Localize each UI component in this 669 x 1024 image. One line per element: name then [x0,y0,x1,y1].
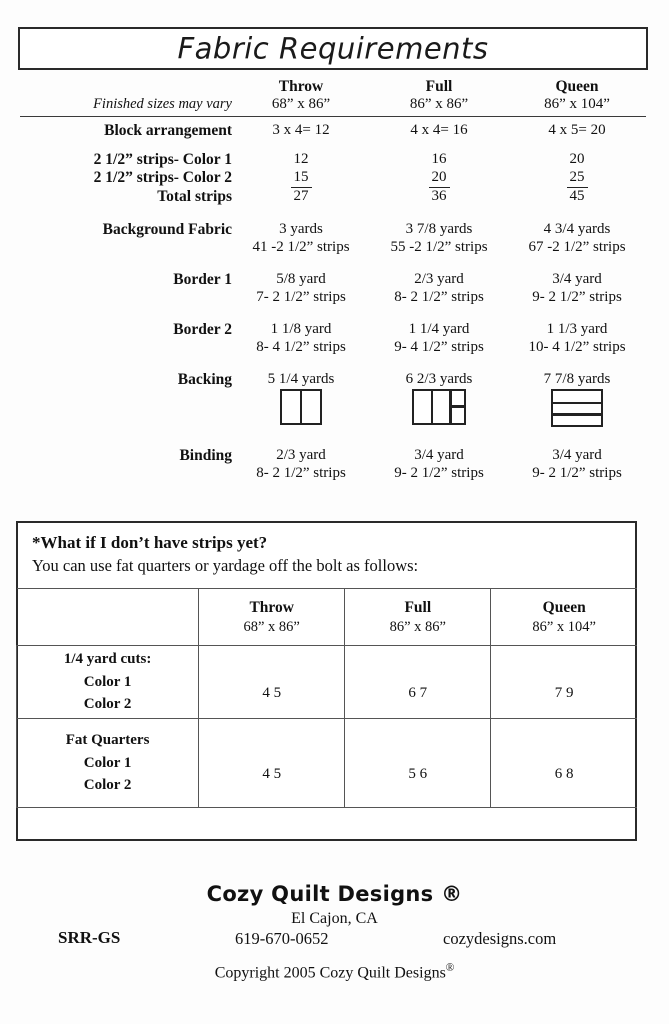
title-box [18,27,648,70]
spacer [20,206,646,221]
fat-quarters-full: 5 6 [345,719,491,808]
row-label-block-arrangement: Block arrangement [104,122,232,139]
strips-color2-full [370,169,508,188]
strips-substitution-box [16,521,637,841]
registered-mark-icon: ® [445,962,455,974]
sub-column-header-full: Full 86” x 86” [345,589,491,646]
column-header-queen: Queen [555,78,599,95]
total-strips-queen: 45 [569,187,585,204]
page-title: Fabric Requirements [177,30,489,65]
row-label-border1: Border 1 [173,270,232,288]
company-city: El Cajon, CA [291,910,378,927]
quarter-yard-queen: 7 9 [491,646,637,719]
company-brand: Cozy Quilt Designs ® [206,882,463,906]
backing-diagram-queen-icon [551,389,603,427]
table-header-row [20,78,646,96]
binding-strips-full: 9- 2 1/2” strips [394,464,484,481]
column-header-full: Full [425,78,453,95]
block-arrangement-full: 4 x 4= 16 [410,122,468,138]
backing-full: 6 2/3 yards [405,370,473,387]
binding-strips-queen: 9- 2 1/2” strips [532,464,622,481]
background-fabric-strips-full: 55 -2 1/2” strips [390,238,488,255]
strips-color2-throw [232,169,370,188]
table-row [20,371,646,389]
fat-quarters-queen: 6 8 [491,719,637,808]
copyright-notice: Copyright 2005 Cozy Quilt Designs® [214,962,455,982]
sub-column-header-throw: Throw 68” x 86” [199,589,345,646]
table-subrow [20,289,646,306]
border2-strips-full: 9- 4 1/2” strips [394,338,484,355]
substitution-table [16,588,637,808]
strips-color1-full: 16 [431,151,447,167]
row-label-strips-color2: 2 1/2” strips- Color 2 [93,169,232,186]
strips-color1-queen: 20 [569,151,585,167]
fabric-requirements-table [20,78,646,482]
table-row [20,122,646,140]
background-fabric-strips-queen: 67 -2 1/2” strips [528,238,626,255]
table-row [17,646,638,719]
sub-column-header-queen: Queen 86” x 104” [491,589,637,646]
spacer [20,356,646,371]
table-subrow [20,239,646,256]
table-row [20,151,646,169]
underlined-value: 20 [429,170,450,188]
table-header-dims-row [20,96,646,113]
underlined-value: 25 [567,170,588,188]
column-dim-throw: 68” x 86” [271,96,331,112]
strips-question: *What if I don’t have strips yet? [32,533,268,552]
quarter-yard-full: 6 7 [345,646,491,719]
pattern-code: SRR-GS [58,928,121,947]
background-fabric-strips-throw: 41 -2 1/2” strips [252,238,350,255]
strips-color1-throw: 12 [293,151,309,167]
row-label-background-fabric: Background Fabric [102,220,232,238]
row-label-total-strips: Total strips [157,187,232,205]
header-empty-cell [17,589,199,646]
backing-queen: 7 7/8 yards [543,370,611,387]
table-row [17,719,638,808]
column-dim-queen: 86” x 104” [544,96,610,112]
company-website: cozydesigns.com [443,929,557,948]
spacer [20,140,646,151]
border1-queen: 3/4 yard [552,270,602,287]
background-fabric-full: 3 7/8 yards [405,220,473,237]
section-quarter-yard-labels: 1/4 yard cuts: Color 1 Color 2 [17,646,199,719]
row-label-strips-color1: 2 1/2” strips- Color 1 [93,151,232,168]
table-row [20,188,646,206]
table-subrow [20,339,646,356]
border1-full: 2/3 yard [414,270,464,287]
border1-strips-full: 8- 2 1/2” strips [394,288,484,305]
spacer [20,306,646,321]
finished-sizes-note: Finished sizes may vary [93,96,232,112]
quarter-yard-throw: 4 5 [199,646,345,719]
row-label-binding: Binding [179,446,232,464]
table-row [20,321,646,339]
border2-strips-throw: 8- 4 1/2” strips [256,338,346,355]
backing-diagram-throw-icon [280,389,322,425]
border1-throw: 5/8 yard [276,270,326,287]
background-fabric-throw: 3 yards [279,220,323,237]
spacer [20,256,646,271]
total-strips-throw: 27 [293,187,309,204]
block-arrangement-throw: 3 x 4= 12 [272,122,330,138]
block-arrangement-queen: 4 x 5= 20 [548,122,606,138]
section-fat-quarters-labels: Fat Quarters Color 1 Color 2 [17,719,199,808]
table-subrow [20,465,646,482]
row-label-border2: Border 2 [173,320,232,338]
border2-queen: 1 1/3 yard [546,320,608,337]
row-label-backing: Backing [177,370,232,388]
border2-strips-queen: 10- 4 1/2” strips [528,338,626,355]
binding-full: 3/4 yard [414,446,464,463]
fat-quarters-throw: 4 5 [199,719,345,808]
binding-throw: 2/3 yard [276,446,326,463]
company-phone: 619-670-0652 [235,929,329,948]
backing-diagram-full-icon [412,389,466,425]
table-row [20,271,646,289]
spacer [20,432,646,447]
strips-answer: You can use fat quarters or yardage off the bolt as follows: [32,556,419,575]
table-row [20,447,646,465]
underlined-value: 15 [291,170,312,188]
table-row [20,169,646,188]
total-strips-full: 36 [431,187,447,204]
border2-throw: 1 1/8 yard [270,320,332,337]
binding-strips-throw: 8- 2 1/2” strips [256,464,346,481]
border2-full: 1 1/4 yard [408,320,470,337]
strips-color2-queen [508,169,646,188]
backing-throw: 5 1/4 yards [267,370,335,387]
border1-strips-throw: 7- 2 1/2” strips [256,288,346,305]
binding-queen: 3/4 yard [552,446,602,463]
column-header-throw: Throw [278,78,324,95]
border1-strips-queen: 9- 2 1/2” strips [532,288,622,305]
backing-diagrams-row [20,389,646,432]
column-dim-full: 86” x 86” [409,96,469,112]
background-fabric-queen: 4 3/4 yards [543,220,611,237]
table-row [20,221,646,239]
table-header-row [17,589,638,646]
